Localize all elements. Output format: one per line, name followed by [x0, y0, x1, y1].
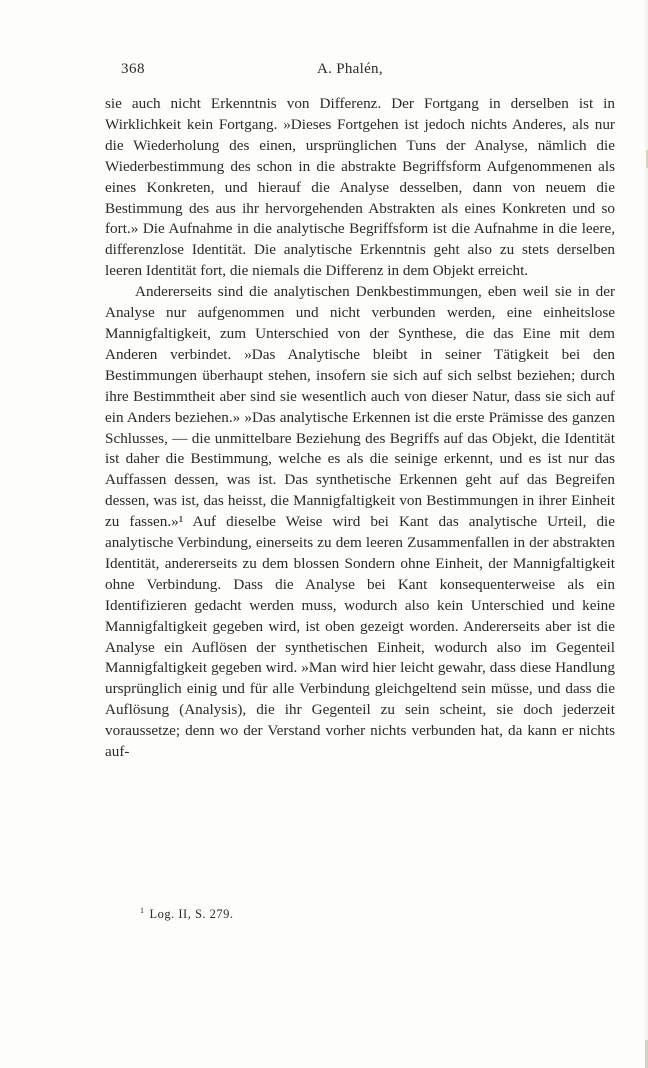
footnote-text: Log. II, S. 279. [149, 907, 234, 922]
page-header [105, 61, 615, 83]
body-text [105, 94, 615, 763]
running-head: A. Phalén, [317, 61, 383, 77]
paragraph-1: sie auch nicht Erkenntnis von Differenz. Der Fortgang in derselben ist in Wirklichkeit kein Fortgang. »Dieses Fortgehen ist jedoch nichts Anderes, als nur die Wiederholung des einen, ursprünglichen Tuns der Analyse, nämlich die Wiederbestimmung des schon in die abstrakte Begriffsform Aufgenommenen als eines Konkreten, und hierauf die Analyse desselben, dann von neuem die Bestimmung des aus ihr hervorgehenden Abstrakten als eines Konkreten und so fort.» Die Aufnahme in die analytische Begriffsform ist die Aufnahme in die leere, differenzlose Identität. Die analytische Erkenntnis geht also zu stets derselben leeren Identität fort, die niemals die Differenz in dem Objekt erreicht. [105, 95, 615, 280]
footnote [140, 906, 234, 922]
page-number: 368 [121, 61, 145, 77]
footnote-marker: 1 [140, 906, 145, 915]
paragraph-2: Andererseits sind die analytischen Denkbestimmungen, eben weil sie in der Analyse nur aufgenommen und nicht verbunden werden, eine einheitslose Mannigfaltigkeit, zum Unterschied von der Synthese, die das Eine mit dem Anderen verbindet. »Das Analytische bleibt in seiner Tätigkeit bei den Bestimmungen überhaupt stehen, insofern sie sich auf sich selbst beziehen; durch ihre Bestimmtheit aber sind sie wesentlich auch von dieser Natur, dass sie sich auf ein Anders beziehen.» »Das analytische Erkennen ist die erste Prämisse des ganzen Schlusses, — die unmittelbare Beziehung des Begriffs auf das Objekt, die Identität ist daher die Bestimmung, welche es als die seinige erkennt, und es ist nur das Auffassen dessen, was ist. Das synthetische Erkennen geht auf das Begreifen dessen, was ist, das heisst, die Mannigfaltigkeit von Bestimmungen in ihrer Einheit zu fassen.»¹ Auf dieselbe Weise wird bei Kant das analytische Urteil, die analytische Verbindung, einerseits zu dem leeren Zusammenfallen in der abstrakten Identität, andererseits zu dem blossen Sondern ohne Einheit, der Mannigfaltigkeit ohne Verbindung. Dass die Analyse bei Kant konsequenterweise als ein Identifizieren gedacht werden muss, wodurch also kein Unterschied und keine Mannigfaltigkeit gegeben wird, ist oben gezeigt worden. Andererseits aber ist die Analyse ein Auflösen der synthetischen Einheit, wodurch also im Gegenteil Mannigfaltigkeit gegeben wird. »Man wird hier leicht gewahr, dass diese Handlung ursprünglich einig und für alle Verbindung gleichgeltend sein müsse, und dass die Auflösung (Analysis), die ihr Gegenteil zu sein scheint, sie doch jederzeit voraussetze; denn wo der Verstand vorher nichts verbunden hat, da kann er nichts auf- [105, 283, 615, 761]
